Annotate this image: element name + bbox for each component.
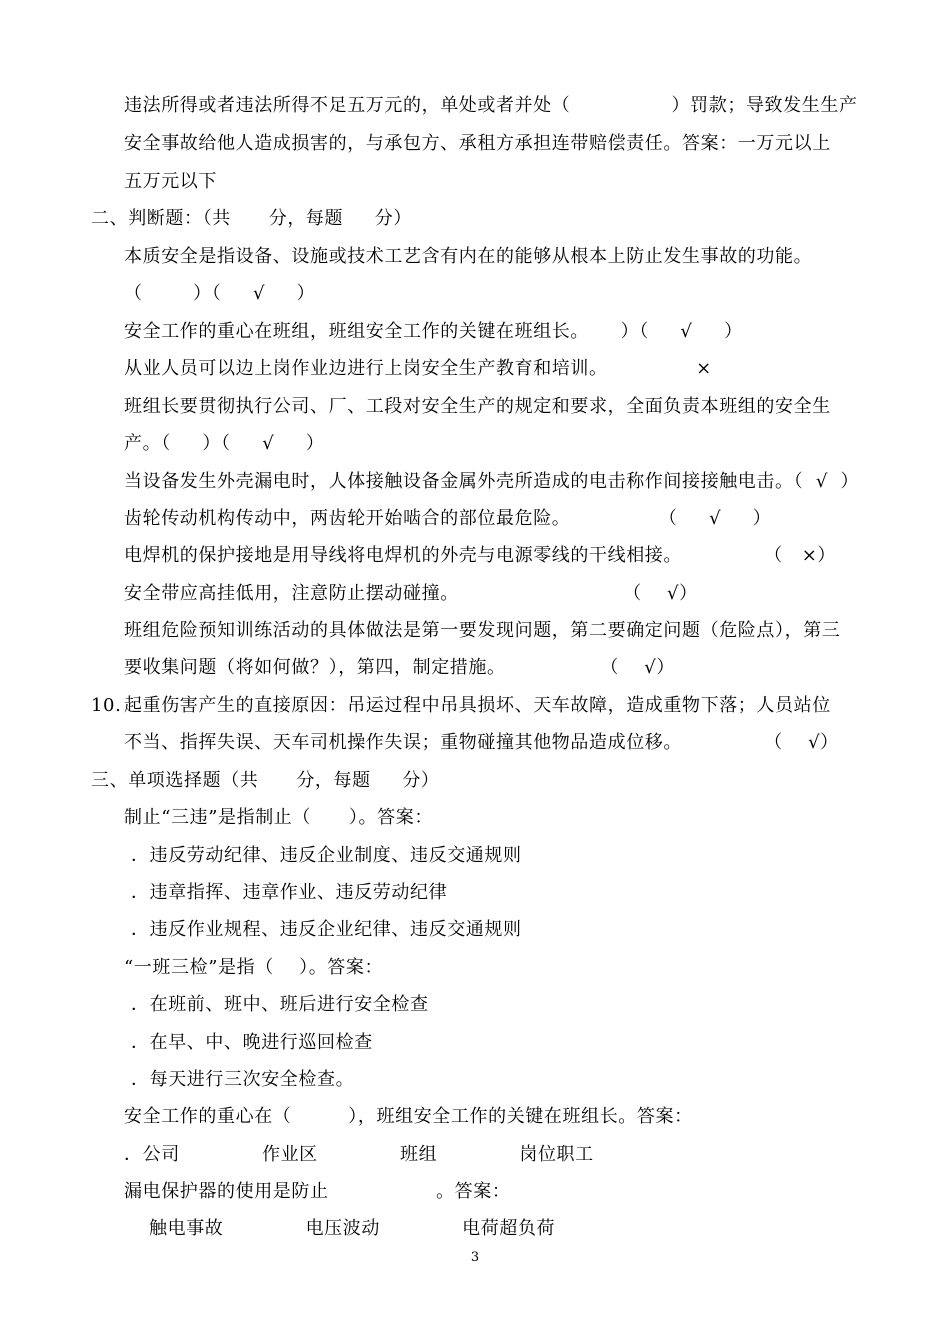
- question-line: 电焊机的保护接地是用导线将电焊机的外壳与电源零线的干线相接。 （ ×）: [124, 545, 837, 566]
- question-line: “一班三检”是指（ ）。答案：: [124, 957, 384, 978]
- text-line: 违法所得或者违法所得不足五万元的，单处或者并处（ ）罚款；导致发生生产: [124, 95, 858, 116]
- question-line: 班组危险预知训练活动的具体做法是第一要发现问题，第二要确定问题（危险点），第三: [124, 620, 841, 641]
- question-line: 安全工作的重心在（ ），班组安全工作的关键在班组长。答案：: [124, 1106, 693, 1127]
- question-line: 要收集问题（将如何做？），第四，制定措施。 （ √）: [124, 657, 675, 678]
- question-line: 安全工作的重心在班组，班组安全工作的关键在班组长。 ）（ √ ）: [124, 321, 743, 342]
- page-number: 3: [470, 1250, 480, 1265]
- question-line: 本质安全是指设备、设施或技术工艺含有内在的能够从根本上防止发生事故的功能。: [124, 246, 813, 267]
- question-line: 起重伤害产生的直接原因：吊运过程中吊具损坏、天车故障，造成重物下落；人员站位: [124, 695, 831, 716]
- section-heading: 二、判断题：（共 分，每题 分）: [91, 208, 412, 229]
- question-line: 从业人员可以边上岗作业边进行上岗安全生产教育和培训。 ×: [124, 358, 712, 379]
- text-line: 安全事故给他人造成损害的，与承包方、承租方承担连带赔偿责任。答案：一万元以上: [124, 133, 831, 154]
- option-line: ．违反作业规程、违反企业纪律、违反交通规则: [131, 919, 522, 940]
- question-line: 漏电保护器的使用是防止 。答案：: [124, 1181, 511, 1202]
- option-line: ．在班前、班中、班后进行安全检查: [131, 994, 429, 1015]
- question-line: 制止“三违”是指制止（ ）。答案：: [124, 807, 433, 828]
- question-line: 不当、指挥失误、天车司机操作失误；重物碰撞其他物品造成位移。 （ √）: [124, 732, 839, 753]
- section-heading: 三、单项选择题（共 分，每题 分）: [91, 770, 440, 791]
- question-line: 班组长要贯彻执行公司、厂、工段对安全生产的规定和要求，全面负责本班组的安全生: [124, 396, 831, 417]
- question-line: 产。（ ）（ √ ）: [124, 433, 325, 454]
- question-line: 当设备发生外壳漏电时，人体接触设备金属外壳所造成的电击称作间接接触电击。（ √ ）: [124, 471, 860, 492]
- option-line: ．每天进行三次安全检查。: [131, 1069, 355, 1090]
- question-line: （ ）（ √ ）: [124, 283, 316, 304]
- question-line: 齿轮传动机构传动中，两齿轮开始啮合的部位最危险。 （ √ ）: [124, 508, 772, 529]
- text-line: 五万元以下: [124, 171, 217, 192]
- option-line: ．违章指挥、违章作业、违反劳动纪律: [131, 882, 448, 903]
- item-number: 10.: [91, 695, 122, 716]
- question-line: 安全带应高挂低用，注意防止摆动碰撞。 （ √）: [124, 583, 698, 604]
- option-line: 触电事故 电压波动 电荷超负荷: [149, 1218, 556, 1239]
- option-line: ．公司 作业区 班组 岗位职工: [124, 1144, 594, 1165]
- option-line: ．在早、中、晚进行巡回检查: [131, 1032, 373, 1053]
- option-line: ．违反劳动纪律、违反企业制度、违反交通规则: [131, 845, 522, 866]
